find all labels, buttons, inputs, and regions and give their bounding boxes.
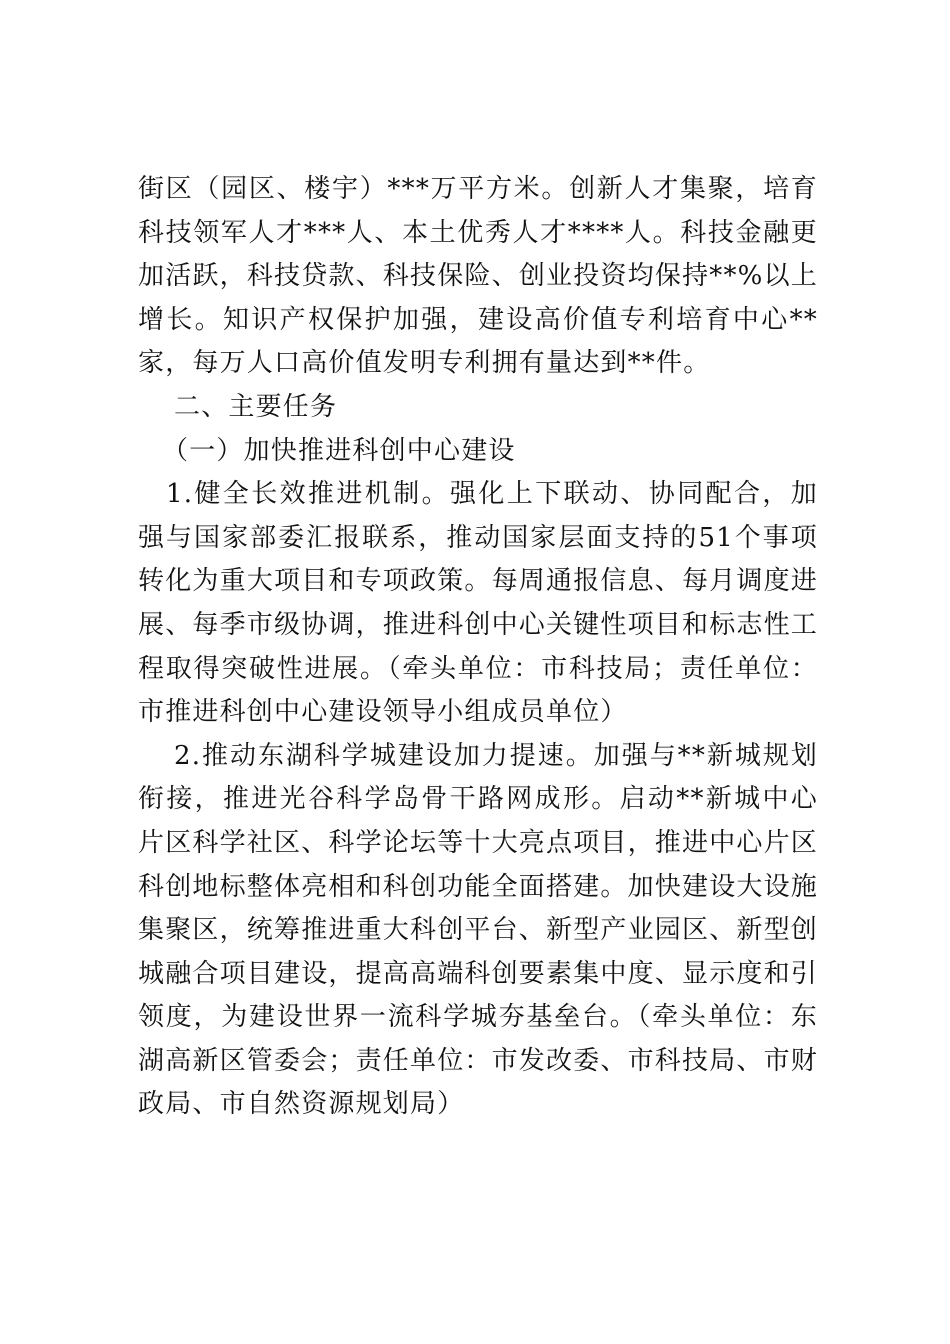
document-body [138, 168, 818, 1127]
section-heading-main-tasks: 二、主要任务 [174, 391, 338, 422]
subsection-heading-sci-tech-center: （一）加快推进科创中心建设 [162, 435, 516, 466]
paragraph-item-1: 1.健全长效推进机制。强化上下联动、协同配合，加强与国家部委汇报联系，推动国家层面支持的51个事项转化为重大项目和专项政策。每周通报信息、每月调度进展、每季市级协调，推进科创中心关键性项目和标志性工程取得突破性进展。（牵头单位：市科技局；责任单位：市推进科创中心建设领导小组成员单位） [138, 479, 819, 728]
paragraph-item-2: 2.推动东湖科学城建设加力提速。加强与**新城规划衔接，推进光谷科学岛骨干路网成形。启动**新城中心片区科学社区、科学论坛等十大亮点项目，推进中心片区科创地标整体亮相和科创功能全面搭建。加快建设大设施集聚区，统筹推进重大科创平台、新型产业园区、新型创城融合项目建设，提高高端科创要素集中度、显示度和引领度，为建设世界一流科学城夯基垒台。（牵头单位：东湖高新区管委会；责任单位：市发改委、市科技局、市财政局、市自然资源规划局） [138, 740, 819, 1120]
paragraph-goals-continued: 街区（园区、楼宇）***万平方米。创新人才集聚，培育科技领军人才***人、本土优秀人才****人。科技金融更加活跃，科技贷款、科技保险、创业投资均保持**%以上增长。知识产权保护加强，建设高价值专利培育中心**家，每万人口高价值发明专利拥有量达到**件。 [138, 174, 818, 379]
